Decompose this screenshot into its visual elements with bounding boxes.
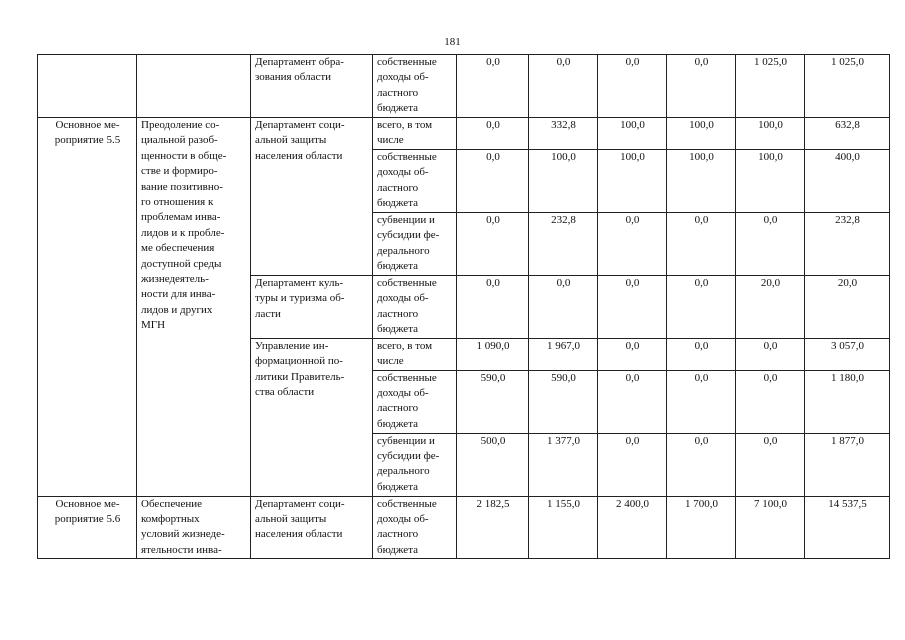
executor-cell: Департамент куль- туры и туризма об- ласти: [251, 275, 373, 338]
table-row: [38, 496, 890, 559]
value-cell: 1 377,0: [529, 433, 598, 496]
value-cell: 0,0: [667, 212, 736, 275]
value-cell: 100,0: [598, 149, 667, 212]
value-cell: 1 155,0: [529, 496, 598, 559]
value-cell: 0,0: [667, 433, 736, 496]
value-cell: 1 090,0: [457, 338, 529, 370]
value-cell: 100,0: [667, 118, 736, 150]
measure-description-cell: Преодоление со- циальной разоб- щенности в обще- стве и формиро- вание позитивно- го отношения к проблемам инва- лидов и к пробле- ме обеспечения доступной среды жизнедеятель- ности для инва- лидов и других МГН: [137, 118, 251, 497]
measure-type-cell: Основное ме- роприятие 5.5: [38, 118, 137, 497]
value-cell: 1 700,0: [667, 496, 736, 559]
funding-source-cell: субвенции и субсидии фе- дерального бюджета: [373, 433, 457, 496]
total-cell: 1 877,0: [805, 433, 890, 496]
value-cell: 590,0: [529, 370, 598, 433]
value-cell: 100,0: [529, 149, 598, 212]
value-cell: 1 967,0: [529, 338, 598, 370]
value-cell: 0,0: [667, 338, 736, 370]
value-cell: 0,0: [667, 55, 736, 118]
value-cell: 0,0: [457, 55, 529, 118]
value-cell: 7 100,0: [736, 496, 805, 559]
measure-description-cell: Обеспечение комфортных условий жизнеде- ятельности инва-: [137, 496, 251, 559]
value-cell: 590,0: [457, 370, 529, 433]
value-cell: 0,0: [598, 275, 667, 338]
total-cell: 1 180,0: [805, 370, 890, 433]
value-cell: 0,0: [598, 55, 667, 118]
value-cell: 0,0: [457, 149, 529, 212]
value-cell: 0,0: [667, 370, 736, 433]
total-cell: 232,8: [805, 212, 890, 275]
total-cell: 632,8: [805, 118, 890, 150]
funding-source-cell: собственные доходы об- ластного бюджета: [373, 496, 457, 559]
value-cell: 0,0: [598, 433, 667, 496]
value-cell: 0,0: [598, 212, 667, 275]
funding-source-cell: собственные доходы об- ластного бюджета: [373, 275, 457, 338]
value-cell: 0,0: [598, 338, 667, 370]
value-cell: 0,0: [457, 212, 529, 275]
value-cell: 0,0: [736, 370, 805, 433]
budget-table: [37, 54, 890, 559]
value-cell: 0,0: [667, 275, 736, 338]
value-cell: 0,0: [736, 338, 805, 370]
total-cell: 14 537,5: [805, 496, 890, 559]
executor-cell: Департамент соци- альной защиты населения области: [251, 118, 373, 276]
total-cell: 1 025,0: [805, 55, 890, 118]
page-number: 181: [444, 36, 461, 48]
value-cell: 0,0: [736, 212, 805, 275]
measure-description-cell: [137, 55, 251, 118]
value-cell: 0,0: [529, 55, 598, 118]
funding-source-cell: собственные доходы об- ластного бюджета: [373, 55, 457, 118]
value-cell: 100,0: [598, 118, 667, 150]
total-cell: 3 057,0: [805, 338, 890, 370]
value-cell: 2 400,0: [598, 496, 667, 559]
table-row: [38, 118, 890, 150]
value-cell: 100,0: [736, 118, 805, 150]
value-cell: 100,0: [667, 149, 736, 212]
value-cell: 332,8: [529, 118, 598, 150]
value-cell: 1 025,0: [736, 55, 805, 118]
value-cell: 0,0: [736, 433, 805, 496]
value-cell: 500,0: [457, 433, 529, 496]
executor-cell: Департамент соци- альной защиты населения области: [251, 496, 373, 559]
table-row: [38, 55, 890, 118]
value-cell: 0,0: [457, 118, 529, 150]
measure-type-cell: [38, 55, 137, 118]
funding-source-cell: всего, в том числе: [373, 338, 457, 370]
value-cell: 232,8: [529, 212, 598, 275]
value-cell: 0,0: [529, 275, 598, 338]
value-cell: 100,0: [736, 149, 805, 212]
value-cell: 0,0: [598, 370, 667, 433]
total-cell: 20,0: [805, 275, 890, 338]
funding-source-cell: субвенции и субсидии фе- дерального бюджета: [373, 212, 457, 275]
total-cell: 400,0: [805, 149, 890, 212]
executor-cell: Управление ин- формационной по- литики Правитель- ства области: [251, 338, 373, 496]
value-cell: 2 182,5: [457, 496, 529, 559]
funding-source-cell: собственные доходы об- ластного бюджета: [373, 370, 457, 433]
funding-source-cell: всего, в том числе: [373, 118, 457, 150]
executor-cell: Департамент обра- зования области: [251, 55, 373, 118]
measure-type-cell: Основное ме- роприятие 5.6: [38, 496, 137, 559]
value-cell: 20,0: [736, 275, 805, 338]
funding-source-cell: собственные доходы об- ластного бюджета: [373, 149, 457, 212]
value-cell: 0,0: [457, 275, 529, 338]
